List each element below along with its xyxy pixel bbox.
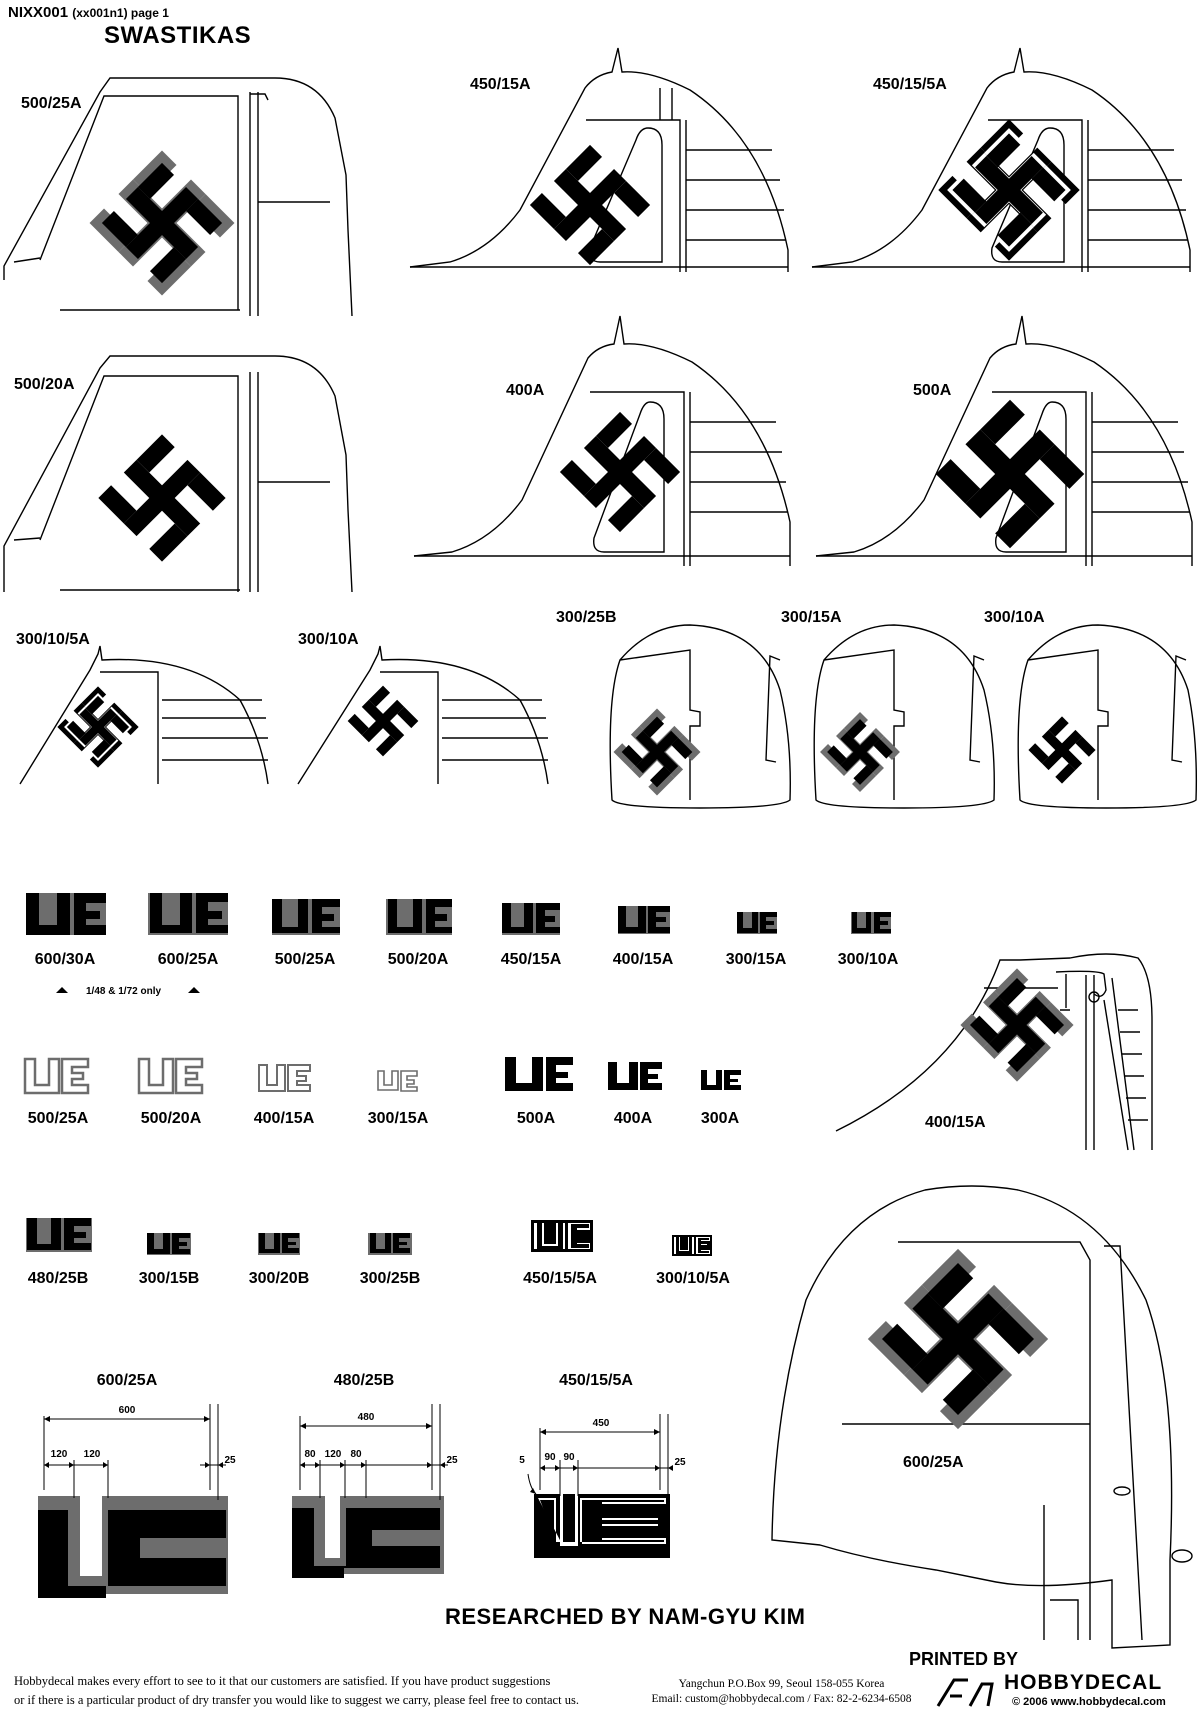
printed-by: PRINTED BY [909,1649,1019,1669]
tail-label: 300/10/5A [16,631,90,648]
svg-text:120: 120 [83,1449,101,1460]
tail-label: 500/25A [21,95,82,112]
tail-label: 300/10A [298,631,359,648]
rudder-label: 300/25B [556,609,617,626]
decal-label: 500/20A [140,1110,202,1127]
decal-label: 300/10A [837,951,899,968]
decal-label: 480/25B [27,1270,89,1287]
decal-label: 500/20A [387,951,449,968]
dimension-title: 600/25A [96,1372,158,1389]
svg-text:90: 90 [563,1452,575,1463]
decal-label: 300/25B [359,1270,421,1287]
svg-text:25: 25 [224,1455,236,1466]
decal-label: 400/15A [253,1110,315,1127]
tail-600-25A-large [772,1186,1192,1648]
svg-text:120: 120 [324,1449,342,1460]
tail-label: 600/25A [903,1454,964,1471]
tail-label: 500/20A [14,376,75,393]
hobbydecal-logo-icon [938,1680,992,1706]
dimension-title: 450/15/5A [559,1372,633,1389]
dimension-drawing-450-15-5A [519,1414,686,1558]
decal-label: 450/15A [500,951,562,968]
dimension-drawing-480-25B [292,1404,458,1578]
decal-label: 300/15B [138,1270,200,1287]
rudder-label: 300/10A [984,609,1045,626]
sheet-code: NIXX001 (xx001n1) page 1 [8,4,169,21]
decal-label: 300/15A [367,1110,429,1127]
svg-text:90: 90 [544,1452,556,1463]
footer-disclaimer: Hobbydecal makes every effort to see to it that our customers are satisfied. If you have product suggestions or if there is a particular product of dry transfer you would like to suggest we carry, please feel free to contact us. [14,1674,579,1707]
decal-label: 400A [613,1110,653,1127]
decal-label: 500/25A [274,951,336,968]
svg-text:120: 120 [50,1449,68,1460]
footer-address: Yangchun P.O.Box 99, Seoul 158-055 Korea Email: custom@hobbydecal.com / Fax: 82-2-6234-6508 [651,1678,912,1705]
svg-text:25: 25 [446,1455,458,1466]
decal-label: 600/25A [157,951,219,968]
decal-label: 600/30A [34,951,96,968]
decal-label: 450/15/5A [523,1270,597,1287]
rudder-300-10A [1018,625,1196,808]
decal-label: 300A [700,1110,740,1127]
scale-note: 1/48 & 1/72 only [86,986,162,997]
tail-label: 400/15A [925,1114,986,1131]
tail-label: 400A [506,382,545,399]
brand-name: HOBBYDECAL [1004,1671,1163,1694]
tail-label: 450/15A [470,76,531,93]
page-title: SWASTIKAS [104,22,252,49]
rudder-300-25B [610,625,790,808]
decal-row3 [26,1218,712,1256]
tail-300-10-5A [20,646,268,784]
rudder-300-15A [814,625,994,808]
tail-label: 450/15/5A [873,76,947,93]
dimension-drawing-600-25A [38,1404,236,1598]
rudder-label: 300/15A [781,609,842,626]
tail-label: 500A [913,382,952,399]
decal-label: 300/15A [725,951,787,968]
svg-text:80: 80 [350,1449,362,1460]
svg-text:25: 25 [674,1457,686,1468]
decal-label: 300/10/5A [656,1270,730,1287]
brand-url: © 2006 www.hobbydecal.com [1012,1696,1166,1708]
svg-text:480: 480 [357,1412,375,1423]
dimension-title: 480/25B [333,1372,395,1389]
decal-label: 500/25A [27,1110,89,1127]
decal-label: 400/15A [612,951,674,968]
svg-text:5: 5 [519,1455,525,1466]
svg-text:600: 600 [118,1405,136,1416]
tail-300-10A [298,646,548,784]
decal-label: 500A [516,1110,556,1127]
decal-row2 [25,1057,741,1093]
svg-text:450: 450 [592,1418,610,1429]
decal-label: 300/20B [248,1270,310,1287]
svg-text:80: 80 [304,1449,316,1460]
decal-row1 [26,893,891,993]
credits: RESEARCHED BY NAM-GYU KIM [445,1604,806,1629]
